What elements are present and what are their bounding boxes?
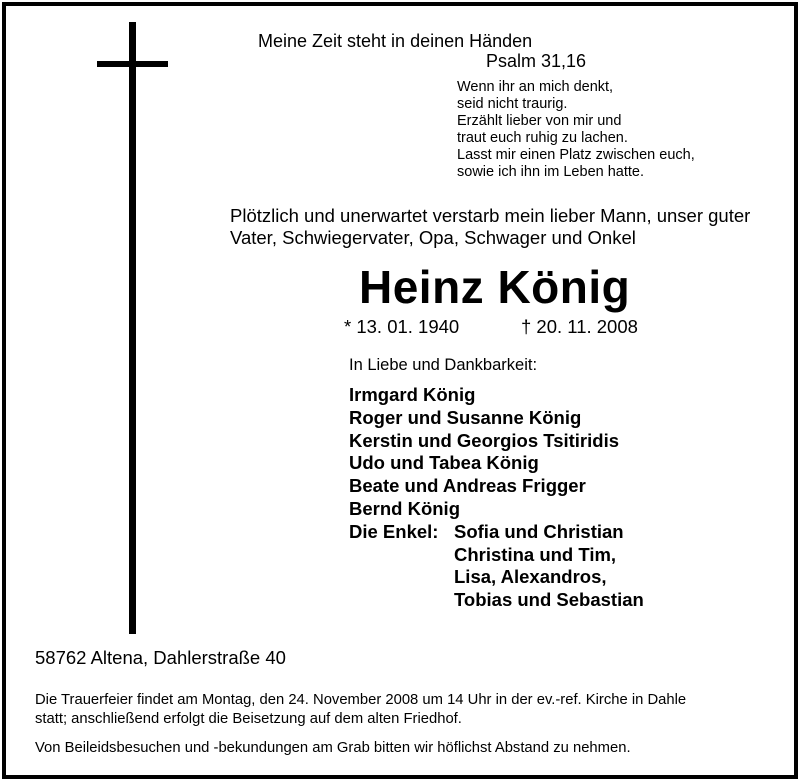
psalm-reference: Psalm 31,16 (486, 51, 587, 71)
death-date: † 20. 11. 2008 (521, 316, 638, 337)
deceased-name: Heinz König (359, 261, 631, 313)
mourner: Beate und Andreas Frigger (349, 475, 586, 497)
announcement-line: Vater, Schwiegervater, Opa, Schwager und Onkel (230, 227, 636, 248)
grandchild: Sofia und Christian (454, 520, 624, 542)
grandchildren-label: Die Enkel: (349, 520, 439, 542)
poem-line: traut euch ruhig zu lachen. (457, 130, 628, 146)
condolence-note: Von Beileidsbesuchen und -bekundungen am Grab bitten wir höflichst Abstand zu nehmen. (35, 740, 631, 756)
gratitude-line: In Liebe und Dankbarkeit: (349, 356, 538, 374)
poem-line: Wenn ihr an mich denkt, (457, 79, 614, 95)
cross-icon-bar (97, 61, 168, 67)
cross-icon (129, 22, 136, 634)
mourner: Irmgard König (349, 384, 476, 405)
funeral-info (35, 691, 686, 729)
poem (457, 79, 695, 181)
poem-line: sowie ich ihn im Leben hatte. (457, 164, 644, 180)
poem-line: Lasst mir einen Platz zwischen euch, (457, 147, 695, 163)
obituary-notice (2, 2, 798, 779)
funeral-line: Die Trauerfeier findet am Montag, den 24. November 2008 um 14 Uhr in der ev.-ref. Kirche in Dahle (35, 692, 687, 708)
address: 58762 Altena, Dahlerstraße 40 (35, 647, 286, 668)
grandchild: Christina und Tim, (454, 543, 617, 565)
mourner: Bernd König (349, 497, 460, 519)
poem-line: seid nicht traurig. (457, 96, 568, 112)
announcement-text (230, 205, 750, 249)
mourner: Kerstin und Georgios Tsitiridis (349, 429, 619, 451)
birth-date: * 13. 01. 1940 (344, 316, 460, 337)
grandchild: Lisa, Alexandros, (454, 566, 607, 588)
poem-line: Erzählt lieber von mir und (457, 113, 622, 129)
mourner: Udo und Tabea König (349, 452, 539, 474)
mourners-list (349, 384, 644, 612)
grandchild: Tobias und Sebastian (454, 589, 644, 611)
funeral-line: statt; anschließend erfolgt die Beisetzung auf dem alten Friedhof. (35, 711, 462, 727)
grandchildren-row (349, 521, 644, 544)
motto: Meine Zeit steht in deinen Händen (258, 31, 533, 51)
announcement-line: Plötzlich und unerwartet verstarb mein lieber Mann, unser guter (230, 205, 751, 226)
mourner: Roger und Susanne König (349, 406, 582, 428)
